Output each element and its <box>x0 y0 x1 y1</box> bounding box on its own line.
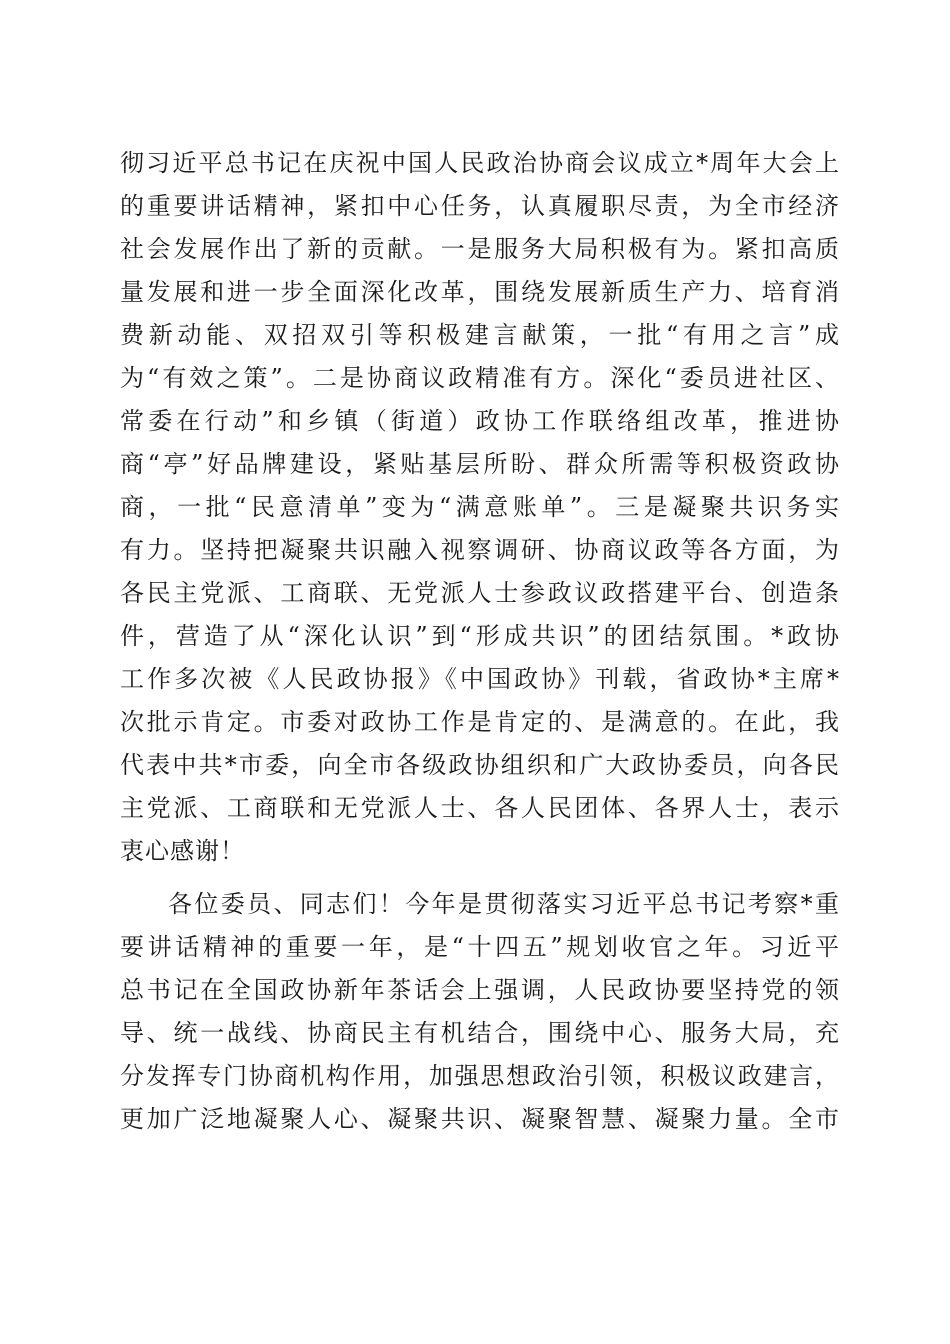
text-line: 量发展和进一步全面深化改革，围绕发展新质生产力、培育消 <box>120 278 840 306</box>
text-line: 件，营造了从“深化认识”到“形成共识”的团结氛围。*政协 <box>120 622 840 650</box>
text-line: 主党派、工商联和无党派人士、各人民团体、各界人士，表示 <box>120 794 840 822</box>
body-text <box>120 142 840 1141</box>
paragraph-1 <box>120 142 840 873</box>
text-line: 为“有效之策”。二是协商议政精准有方。深化“委员进社区、 <box>120 364 840 392</box>
text-line: 要讲话精神的重要一年，是“十四五”规划收官之年。习近平 <box>120 933 840 961</box>
text-line: 更加广泛地凝聚人心、凝聚共识、凝聚智慧、凝聚力量。全市 <box>120 1105 840 1133</box>
text-line: 分发挥专门协商机构作用，加强思想政治引领，积极议政建言， <box>120 1062 840 1090</box>
text-line: 彻习近平总书记在庆祝中国人民政治协商会议成立*周年大会上 <box>120 149 840 177</box>
text-line: 各民主党派、工商联、无党派人士参政议政搭建平台、创造条 <box>120 579 840 607</box>
text-line: 导、统一战线、协商民主有机结合，围绕中心、服务大局，充 <box>120 1019 840 1047</box>
text-line: 工作多次被《人民政协报》《中国政协》刊载，省政协*主席* <box>120 665 840 693</box>
text-line: 衷心感谢！ <box>120 837 245 865</box>
text-line: 费新动能、双招双引等积极建言献策，一批“有用之言”成 <box>120 321 840 349</box>
text-line: 次批示肯定。市委对政协工作是肯定的、是满意的。在此，我 <box>120 708 840 736</box>
text-line: 各位委员、同志们！今年是贯彻落实习近平总书记考察*重 <box>168 890 840 918</box>
text-line: 的重要讲话精神，紧扣中心任务，认真履职尽责，为全市经济 <box>120 192 840 220</box>
text-line: 总书记在全国政协新年茶话会上强调，人民政协要坚持党的领 <box>120 976 840 1004</box>
text-line: 社会发展作出了新的贡献。一是服务大局积极有为。紧扣高质 <box>120 235 840 263</box>
text-line: 有力。坚持把凝聚共识融入视察调研、协商议政等各方面，为 <box>120 536 840 564</box>
paragraph-gap <box>120 873 840 883</box>
text-line: 商，一批“民意清单”变为“满意账单”。三是凝聚共识务实 <box>120 493 840 521</box>
text-line: 商“亭”好品牌建设，紧贴基层所盼、群众所需等积极资政协 <box>120 450 840 478</box>
text-line: 常委在行动”和乡镇（街道）政协工作联络组改革，推进协 <box>120 407 840 435</box>
paragraph-2 <box>120 883 840 1141</box>
text-line: 代表中共*市委，向全市各级政协组织和广大政协委员，向各民 <box>120 751 840 779</box>
